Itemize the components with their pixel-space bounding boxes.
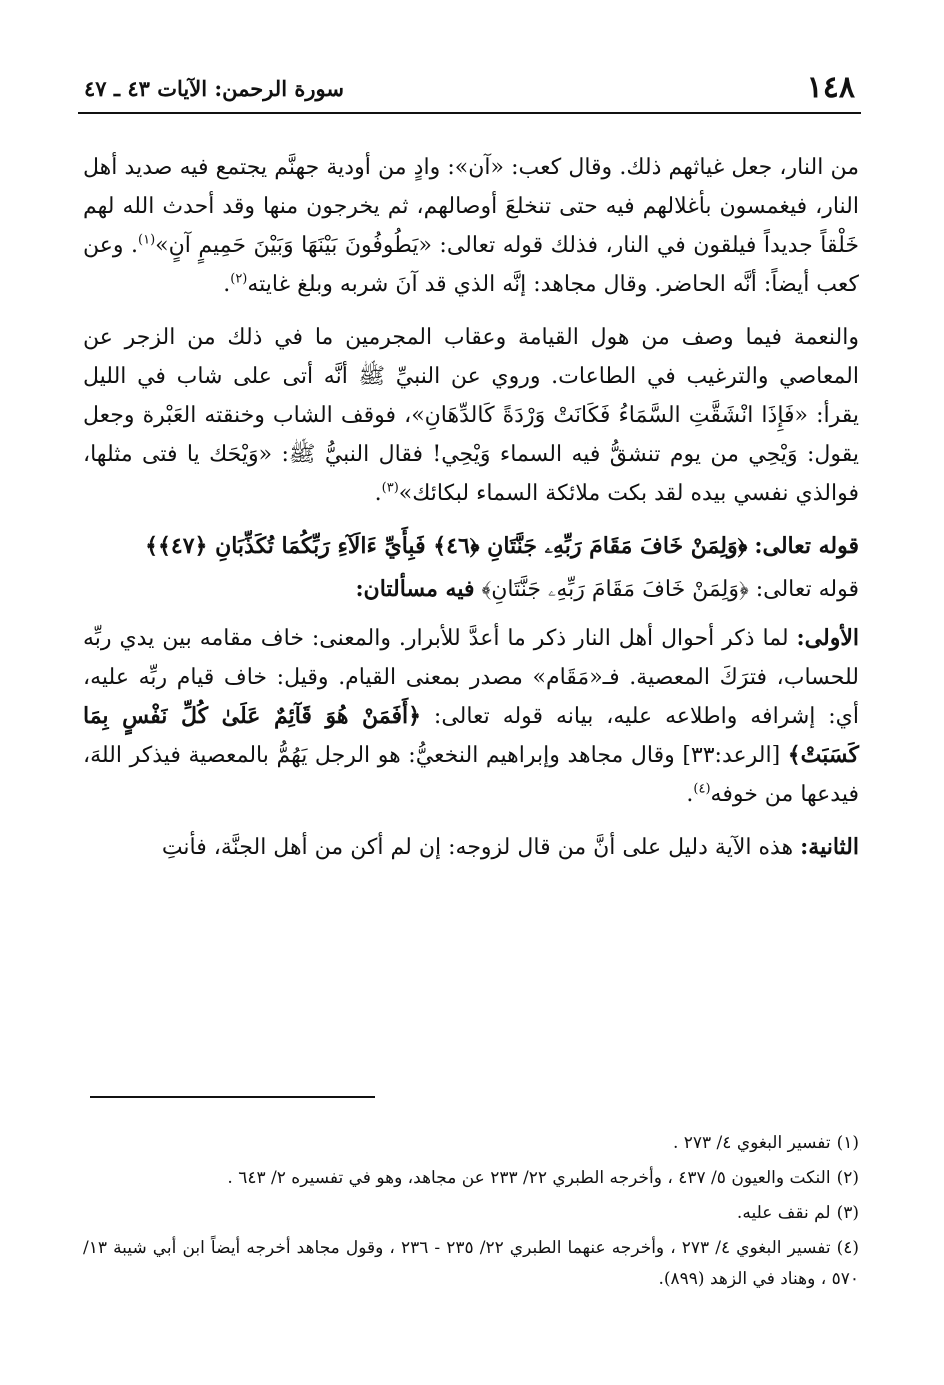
paragraph-first-issue: الأولى: لما ذكر أحوال أهل النار ذكر ما أعدَّ للأبرار. والمعنى: خاف مقامه بين يدي ربِّه للحساب، فترَكَ المعصية. فـ«مَقَام» مصدر بمعنى القيام. وقيل: خاف قيام ربِّه عليه، أي: إشرافه واطلاعه عليه، بيانه قوله تعالى: ﴿أَفَمَنْ هُوَ قَآئِمٌ عَلَىٰ كُلِّ نَفْسٍ بِمَا كَسَبَتْ﴾ [الرعد:٣٣] وقال مجاهد وإبراهيم النخعيُّ: هو الرجل يَهُمُّ بالمعصية فيذكر اللهَ، فيدعها من خوفه$^{(٤)}$. [83, 625, 859, 807]
verse-heading-label: قوله تعالى: [754, 533, 859, 559]
running-head: سورة الرحمن: الآيات ٤٣ ـ ٤٧ [84, 76, 344, 101]
footnote-4: (٤)تفسير البغوي ٤/ ٢٧٣ ، وأخرجه عنهما الطبري ٢٢/ ٢٣٥ - ٢٣٦ ، وقول مجاهد أخرجه أيضاً ابن أبي شيبة ١٣/ ٥٧٠ ، وهناد في الزهد (٨٩٩). [83, 1238, 859, 1289]
second-issue-lead: الثانية: [800, 834, 859, 860]
sub-heading [83, 570, 859, 609]
paragraph-2: والنعمة فيما وصف من هول القيامة وعقاب المجرمين ما في ذلك من الزجر عن المعاصي والترغيب في الطاعات. وروي عن النبيِّ ﷺ أنَّه أتى على شاب في الليل يقرأ: «فَإِذَا انْشَقَّتِ السَّمَاءُ فَكَانَتْ وَرْدَةً كَالدِّهَانِ»، فوقف الشاب وخنقته العَبْرة وجعل يقول: وَيْحِي من يوم تنشقُّ فيه السماء وَيْحِي! فقال النبيُّ ﷺ: «وَيْحَك يا فتى مثلها، فوالذي نفسي بيده لقد بكت ملائكة السماء لبكائك»$^{(٣)}$. [83, 325, 859, 506]
page-header [78, 68, 861, 114]
main-text [83, 148, 859, 881]
verse-heading [83, 527, 859, 566]
page-number: ١٤٨ [806, 70, 855, 105]
sub-heading-verse: ﴿وَلِمَنْ خَافَ مَقَامَ رَبِّهِۦ جَنَّتَانِ﴾ [481, 577, 749, 602]
footnote-ref-3: (٣) [381, 480, 399, 496]
paragraph-1: من النار، جعل غياثهم ذلك. وقال كعب: «آن»: وادٍ من أودية جهنَّم يجتمع فيه صديد أهل النار، فيغمسون بأغلالهم فيه حتى تنخلعَ أوصالهم، ثم يخرجون منها وقد أحدث الله لهم خَلْقاً جديداً فيلقون في النار، فذلك قوله تعالى: «يَطُوفُونَ بَيْنَهَا وَبَيْنَ حَمِيمٍ آنٍ»$^{(١)}$. وعن كعب أيضاً: أنَّه الحاضر. وقال مجاهد: إنَّه الذي قد آنَ شربه وبلغ غايته$^{(٢)}$. [83, 155, 859, 297]
footnote-ref-4: (٤) [693, 781, 711, 797]
verse-heading-text: ﴿وَلِمَنْ خَافَ مَقَامَ رَبِّهِۦ جَنَّتَانِ ﴿٤٦﴾ فَبِأَيِّ ءَالَآءِ رَبِّكُمَا تُكَذِّبَانِ ﴿٤٧﴾﴾ [145, 533, 748, 559]
sub-heading-tail: فيه مسألتان: [355, 576, 475, 602]
paragraph-second-issue: الثانية: هذه الآية دليل على أنَّ من قال لزوجه: إن لم أكن من أهل الجنَّة، فأنتِ [161, 834, 859, 860]
footnote-ref-1: (١) [138, 232, 156, 248]
footnote-divider [90, 1096, 375, 1098]
first-issue-lead: الأولى: [796, 625, 859, 651]
footnote-ref-2: (٢) [230, 271, 248, 287]
footnote-2: (٢)النكت والعيون ٥/ ٤٣٧ ، وأخرجه الطبري ٢٢/ ٢٣٣ عن مجاهد، وهو في تفسيره ٢/ ٦٤٣ . [227, 1168, 859, 1188]
footnotes [83, 1128, 859, 1299]
sub-heading-label: قوله تعالى: [755, 577, 859, 602]
footnote-3: (٣)لم نقف عليه. [736, 1203, 859, 1223]
quoted-verse: ﴿أَفَمَنْ هُوَ قَآئِمٌ عَلَىٰ كُلِّ نَفْسٍ بِمَا كَسَبَتْ﴾ [83, 703, 859, 768]
footnote-1: (١)تفسير البغوي ٤/ ٢٧٣ . [672, 1133, 859, 1153]
